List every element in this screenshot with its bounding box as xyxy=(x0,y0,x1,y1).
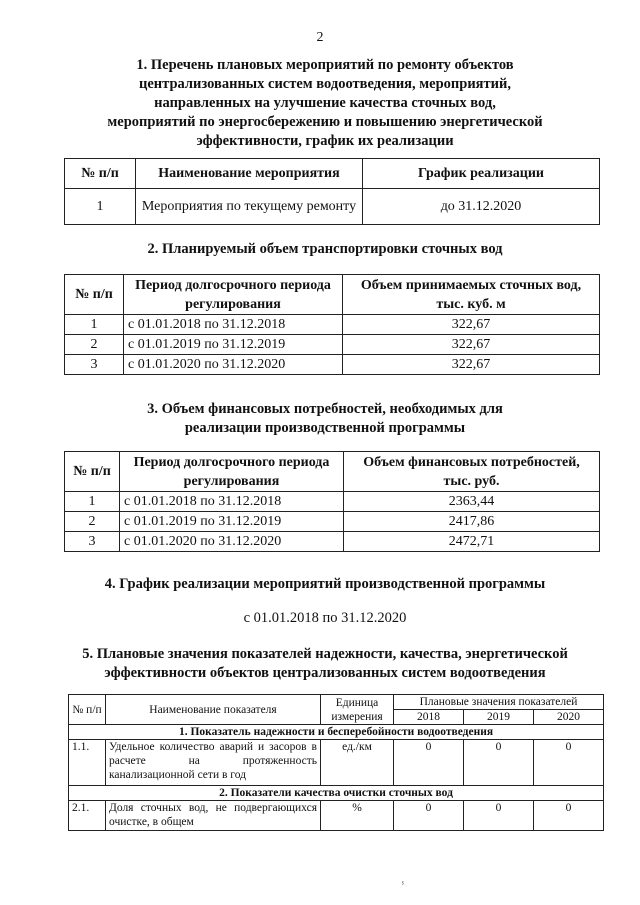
column-header: Период долгосрочного периода регулирования xyxy=(124,275,343,315)
table-cell: 2 xyxy=(65,335,124,355)
column-header: № п/п xyxy=(65,275,124,315)
table-cell: с 01.01.2019 по 31.12.2019 xyxy=(120,512,344,532)
table-cell: с 01.01.2018 по 31.12.2018 xyxy=(124,315,343,335)
measures-table xyxy=(64,158,600,225)
section2-heading: 2. Планируемый объем транспортировки сточных вод xyxy=(147,241,503,257)
table-cell: с 01.01.2019 по 31.12.2019 xyxy=(124,335,343,355)
column-header: Объем финансовых потребностей, тыс. руб. xyxy=(344,452,600,492)
heading-line: эффективности, график их реализации xyxy=(196,133,454,149)
column-header: Период долгосрочного периода регулирования xyxy=(120,452,344,492)
table-header-row xyxy=(65,275,600,315)
heading-line: направленных на улучшение качества сточных вод, xyxy=(154,95,496,111)
group-row xyxy=(69,786,604,801)
table-row xyxy=(69,740,604,786)
table-cell: 1 xyxy=(65,492,120,512)
heading-line: мероприятий по энергосбережению и повышению энергетической xyxy=(107,114,543,130)
column-header: Наименование мероприятия xyxy=(136,159,363,189)
year-header: 2018 xyxy=(394,710,464,725)
section4-period: с 01.01.2018 по 31.12.2020 xyxy=(243,610,407,626)
table-row xyxy=(69,801,604,831)
group-title: 2. Показатели качества очистки сточных вод xyxy=(69,786,604,801)
table-row xyxy=(65,189,600,225)
table-row xyxy=(65,335,600,355)
column-header: Единица измерения xyxy=(321,695,394,725)
column-header: Объем принимаемых сточных вод, тыс. куб. м xyxy=(343,275,600,315)
table-cell: 3 xyxy=(65,355,124,375)
transport-volume-table xyxy=(64,274,600,375)
section5-heading xyxy=(40,645,610,683)
table-cell: ед./км xyxy=(321,740,394,786)
table-row xyxy=(65,315,600,335)
table-header-row xyxy=(69,695,604,710)
table-cell: 0 xyxy=(533,740,603,786)
section1-heading xyxy=(40,56,610,151)
year-header: 2019 xyxy=(463,710,533,725)
heading-line: 1. Перечень плановых мероприятий по ремонту объектов xyxy=(136,57,514,73)
table-cell: 0 xyxy=(463,740,533,786)
heading-line: 5. Плановые значения показателей надежности, качества, энергетической xyxy=(82,646,568,662)
table-cell: 2472,71 xyxy=(344,532,600,552)
year-header: 2020 xyxy=(533,710,603,725)
section4-heading: 4. График реализации мероприятий производственной программы xyxy=(104,576,546,592)
column-header: Плановые значения показателей xyxy=(394,695,604,710)
table-cell: 2.1. xyxy=(69,801,106,831)
table-cell: % xyxy=(321,801,394,831)
heading-line: централизованных систем водоотведения, мероприятий, xyxy=(139,76,511,92)
group-title: 1. Показатель надежности и бесперебойности водоотведения xyxy=(69,725,604,740)
table-row xyxy=(65,355,600,375)
table-cell: 0 xyxy=(394,801,464,831)
table-cell: 1 xyxy=(65,315,124,335)
section3-heading xyxy=(40,400,610,438)
table-cell: 2363,44 xyxy=(344,492,600,512)
heading-line: эффективности объектов централизованных систем водоотведения xyxy=(104,665,546,681)
heading-line: реализации производственной программы xyxy=(184,420,466,436)
column-header: График реализации xyxy=(363,159,600,189)
table-cell: 322,67 xyxy=(343,335,600,355)
financial-needs-table xyxy=(64,451,600,552)
table-header-row xyxy=(65,452,600,492)
table-cell: до 31.12.2020 xyxy=(363,189,600,225)
table-cell: с 01.01.2020 по 31.12.2020 xyxy=(124,355,343,375)
table-cell: 322,67 xyxy=(343,315,600,335)
column-header: № п/п xyxy=(65,452,120,492)
table-cell: Мероприятия по текущему ремонту xyxy=(136,189,363,225)
column-header: Наименование показателя xyxy=(106,695,321,725)
table-row xyxy=(65,512,600,532)
column-header: № п/п xyxy=(65,159,136,189)
table-row xyxy=(65,492,600,512)
heading-line: 3. Объем финансовых потребностей, необходимых для xyxy=(147,401,503,417)
table-cell: с 01.01.2018 по 31.12.2018 xyxy=(120,492,344,512)
table-cell: Удельное количество аварий и засоров в расчете на протяженность канализационной сети в год xyxy=(106,740,321,786)
table-cell: 1 xyxy=(65,189,136,225)
table-cell: 322,67 xyxy=(343,355,600,375)
scan-mark: ⸯ xyxy=(400,883,406,894)
table-row xyxy=(65,532,600,552)
table-cell: 2 xyxy=(65,512,120,532)
table-cell: 1.1. xyxy=(69,740,106,786)
page-number: 2 xyxy=(316,30,324,45)
indicators-table xyxy=(68,694,604,831)
group-row xyxy=(69,725,604,740)
table-cell: 0 xyxy=(533,801,603,831)
table-cell: с 01.01.2020 по 31.12.2020 xyxy=(120,532,344,552)
table-cell: 3 xyxy=(65,532,120,552)
table-header-row xyxy=(65,159,600,189)
table-cell: 0 xyxy=(394,740,464,786)
column-header: № п/п xyxy=(69,695,106,725)
table-cell: Доля сточных вод, не подвергающихся очистке, в общем xyxy=(106,801,321,831)
table-cell: 2417,86 xyxy=(344,512,600,532)
table-cell: 0 xyxy=(463,801,533,831)
